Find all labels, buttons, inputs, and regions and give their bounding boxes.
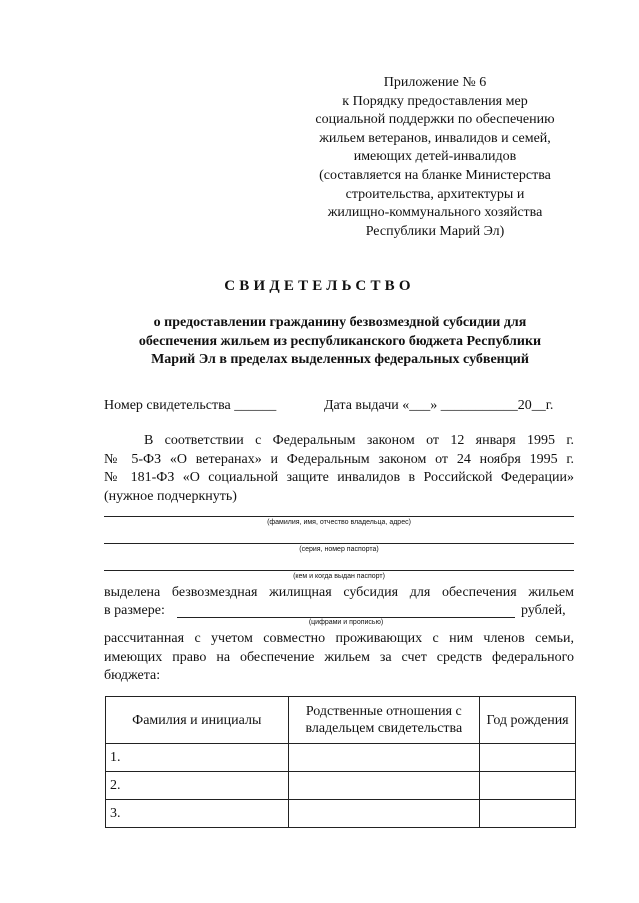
appendix-line: строительства, архитектуры и	[345, 186, 525, 202]
owner-field-line	[104, 516, 574, 517]
appendix-line: жильем ветеранов, инвалидов и семей,	[319, 130, 551, 146]
basis-line: № 5-ФЗ «О ветеранах» и Федеральным законом от 24 ноября 1995 г.	[104, 451, 574, 467]
basis-line: (нужное подчеркнуть)	[104, 488, 237, 504]
legal-basis-paragraph	[104, 432, 574, 506]
passport-field-line	[104, 543, 574, 544]
subsidy-line: имеющих право на обеспечение жильем за счет средств федерального	[104, 649, 574, 665]
basis-line: № 181-ФЗ «О социальной защите инвалидов в Российской Федерации»	[104, 470, 574, 486]
appendix-line: социальной поддержки по обеспечению	[315, 112, 555, 128]
document-subtitle	[120, 314, 560, 370]
issue-date-label: Дата выдачи «___» ___________20__г.	[324, 398, 554, 413]
appendix-line: имеющих детей-инвалидов	[353, 149, 517, 165]
appendix-line: к Порядку предоставления мер	[342, 93, 528, 109]
amount-label: в размере:	[104, 603, 165, 618]
table-cell-birth-year	[480, 744, 576, 772]
amount-caption: (цифрами и прописью)	[308, 619, 384, 626]
table-row	[106, 772, 576, 800]
subtitle-line: обеспечения жильем из республиканского бюджета Республики	[138, 333, 542, 349]
column-header-name: Фамилия и инициалы	[106, 697, 289, 744]
owner-caption: (фамилия, имя, отчество владельца, адрес)	[267, 519, 411, 526]
appendix-line: (составляется на бланке Министерства	[319, 167, 551, 183]
appendix-line: Республики Марий Эл)	[365, 223, 505, 239]
subsidy-paragraph	[104, 584, 574, 603]
column-header-birth-year: Год рождения	[480, 697, 576, 744]
table-row	[106, 744, 576, 772]
column-header-relation: Родственные отношения с владельцем свидетельства	[288, 697, 480, 744]
table-cell-relation	[288, 772, 480, 800]
table-cell-name: 2.	[106, 772, 289, 800]
currency-label: рублей,	[521, 603, 566, 618]
issued-caption: (кем и когда выдан паспорт)	[293, 573, 385, 580]
appendix-header	[300, 74, 570, 241]
appendix-line: жилищно-коммунального хозяйства	[327, 205, 543, 221]
document-title: СВИДЕТЕЛЬСТВО	[224, 278, 415, 294]
passport-caption: (серия, номер паспорта)	[299, 546, 379, 553]
subtitle-line: Марий Эл в пределах выделенных федеральных субвенций	[151, 352, 529, 368]
basis-line: В соответствии с Федеральным законом от 12 января 1995 г.	[144, 433, 574, 448]
table-cell-relation	[288, 800, 480, 828]
table-cell-name: 1.	[106, 744, 289, 772]
table-row	[106, 800, 576, 828]
table-cell-relation	[288, 744, 480, 772]
issued-field-line	[104, 570, 574, 571]
family-members-table	[105, 696, 576, 828]
amount-field-line	[177, 617, 515, 618]
table-header-row	[106, 697, 576, 744]
family-paragraph	[104, 630, 574, 686]
appendix-line: Приложение № 6	[383, 75, 487, 90]
subsidy-line: рассчитанная с учетом совместно проживающих с ним членов семьи,	[104, 631, 574, 646]
table-cell-birth-year	[480, 800, 576, 828]
table-cell-name: 3.	[106, 800, 289, 828]
certificate-number-label: Номер свидетельства ______	[104, 398, 277, 413]
subtitle-line: о предоставлении гражданину безвозмездной субсидии для	[153, 315, 527, 330]
table-cell-birth-year	[480, 772, 576, 800]
subsidy-line: выделена безвозмездная жилищная субсидия для обеспечения жильем	[104, 585, 574, 600]
subsidy-line: бюджета:	[104, 668, 161, 684]
